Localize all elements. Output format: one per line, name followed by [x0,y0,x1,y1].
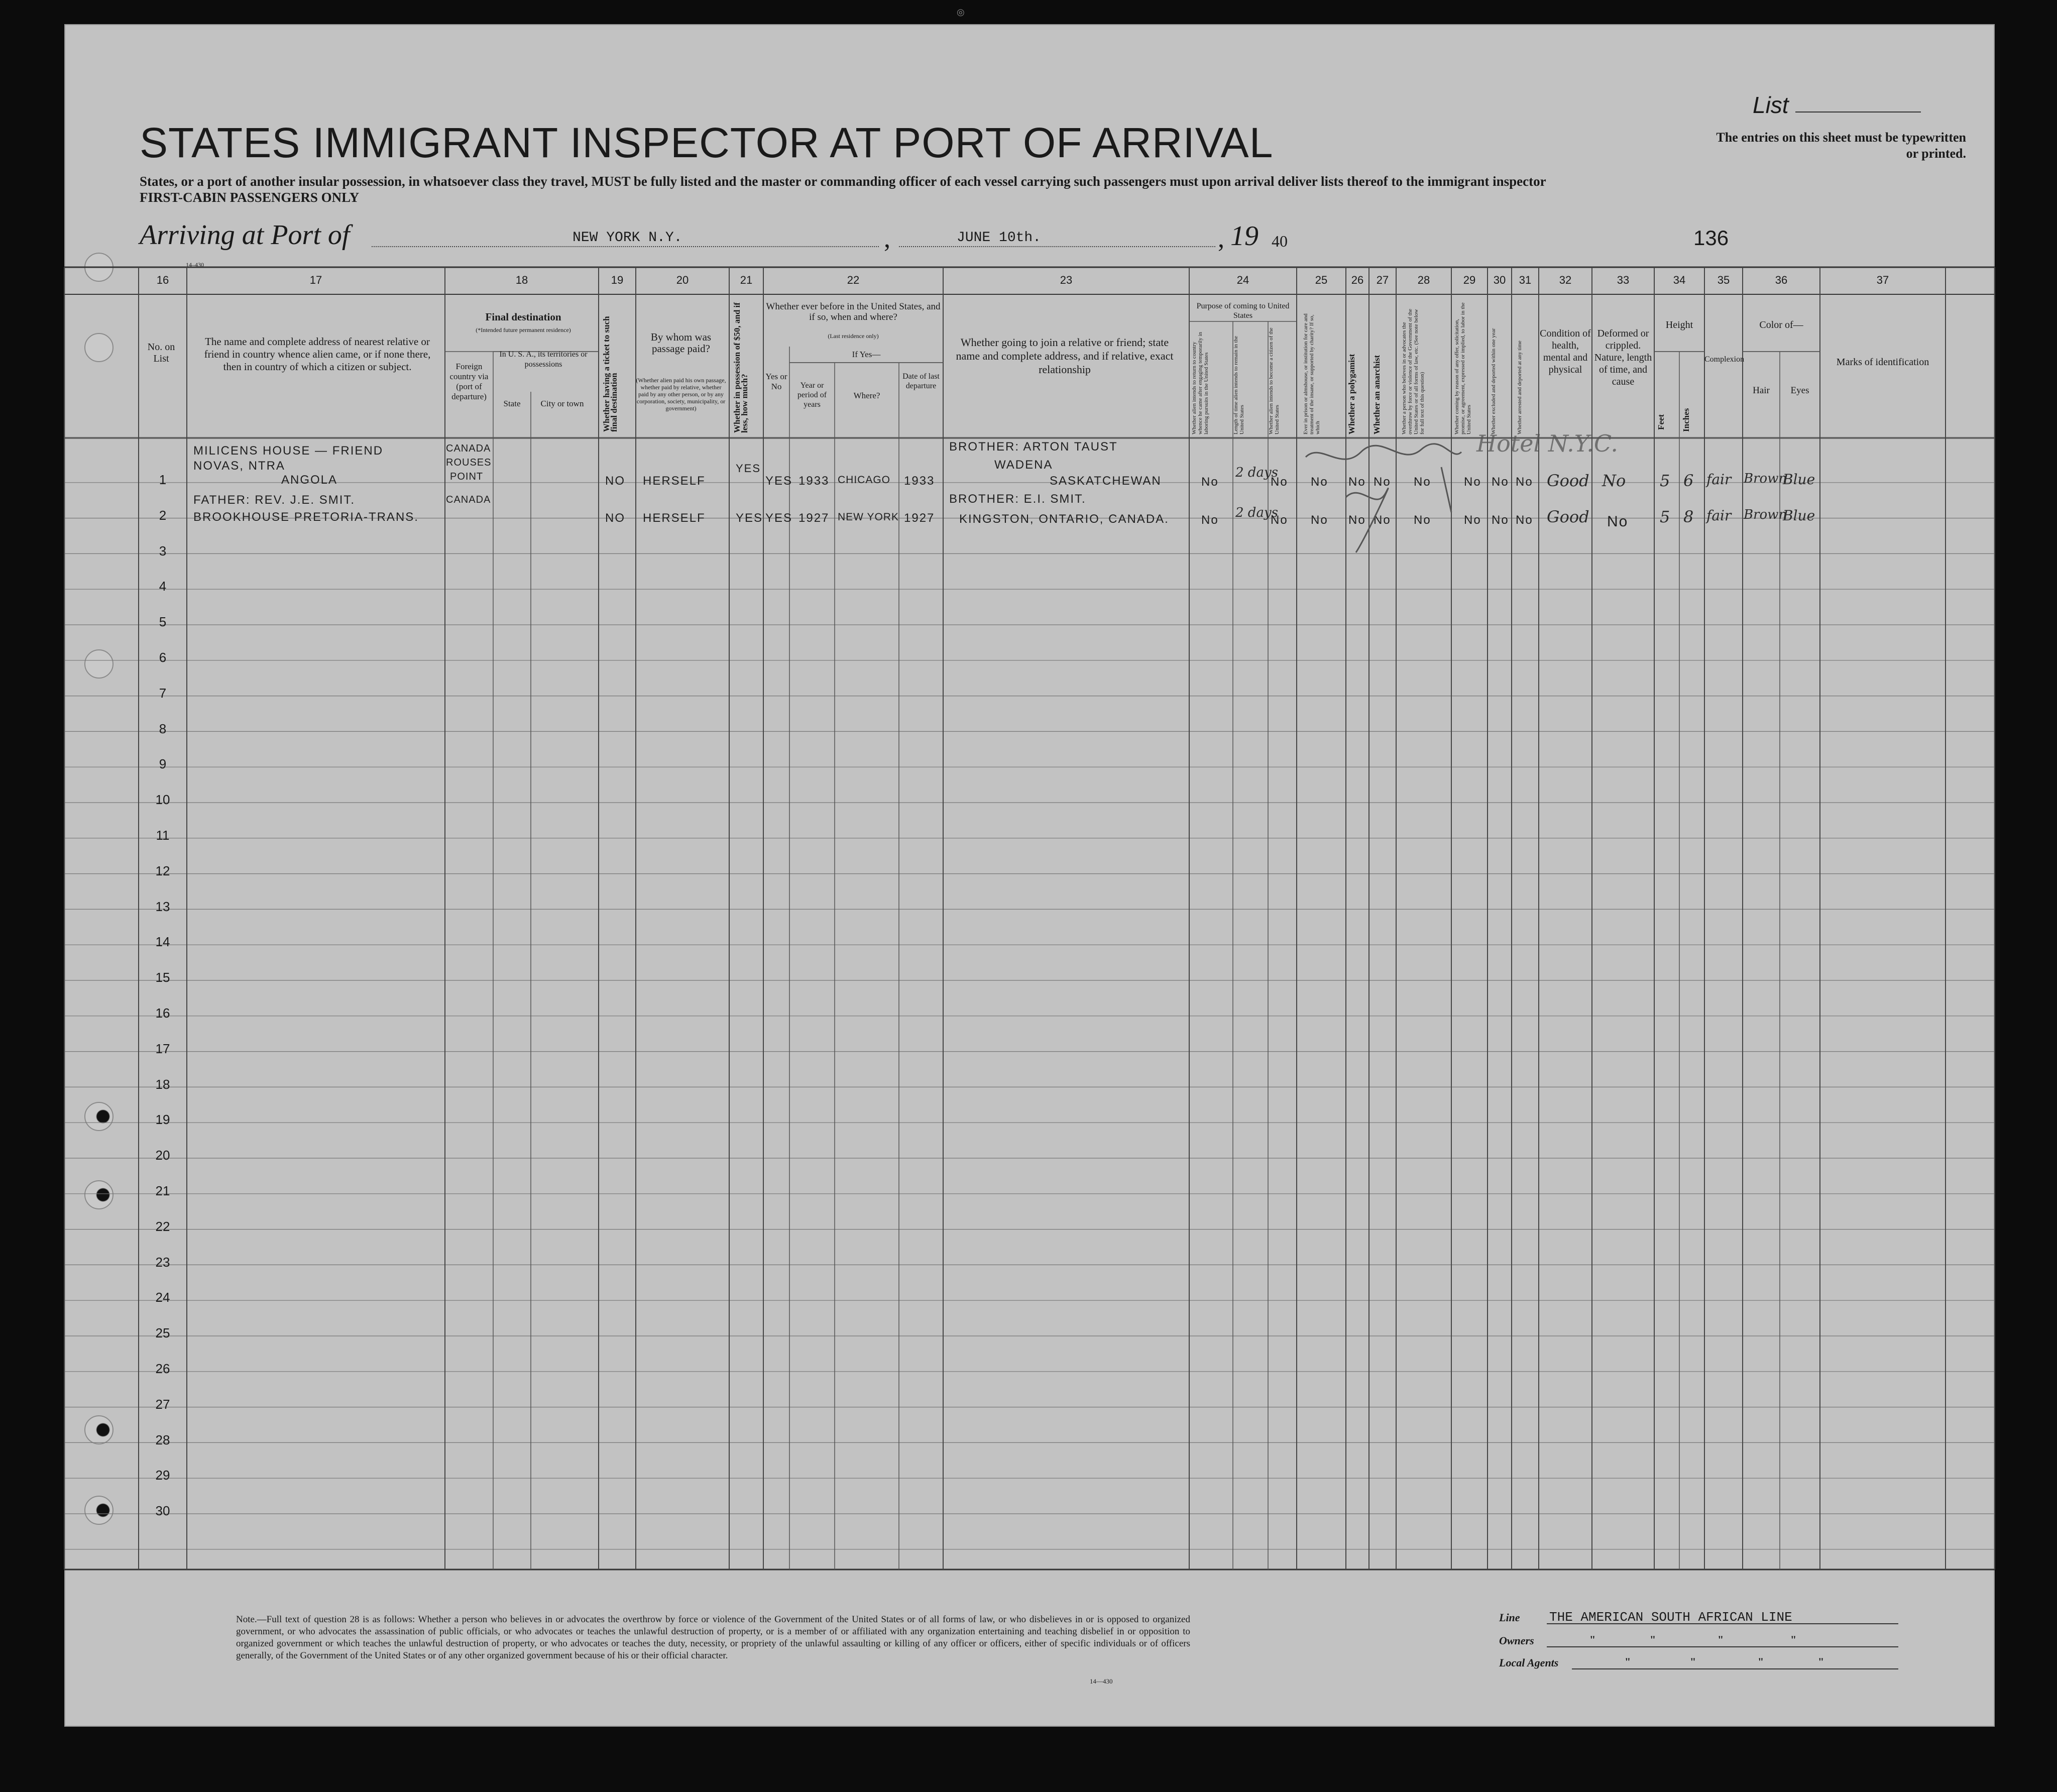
hdr-excluded: Whether excluded and deported within one year [1491,328,1497,434]
hdr-state: State [503,399,521,408]
row2-health: Good [1547,507,1589,526]
hdr-inches: Inches [1681,408,1691,432]
row1-year: 1933 [798,474,830,488]
row-number: 17 [155,1041,170,1056]
column-number: 25 [1315,274,1328,286]
hdr-join-relative: Whether going to join a relative or friend; state name and complete address, and if relative, exact relationship [956,336,1174,376]
row2-complexion: fair [1706,507,1732,524]
column-number: 18 [515,274,528,286]
row2-departure: 1927 [904,511,935,525]
year-suffix: 40 [1272,232,1288,250]
row2-length: 2 days [1235,505,1278,520]
row1-foreign-line1: CANADA [446,443,491,454]
row2-prison: No [1311,513,1328,527]
column-number: 34 [1673,274,1686,286]
row2-ticket: NO [605,511,625,525]
footnote-question-28: Note.—Full text of question 28 is as follows: Whether a person who believes in or advocates the overthrow by force or violence of the Government of the United States or of all forms of law, or who disbelieves in or is opposed to organized government, or who advocates the assassination of public officials, or who advocates or teaches the unlawful destruction of property, or is a member of or affiliated with any organization entertaining and teaching disbelief in or opposition to organized government or which teaches the unlawful destruction of property, or who advocates or teaches the duty, necessity, or propriety of the unlawful assaulting or killing of any officer or officers, either of specific individuals or of officers generally, of the Government of the United States or of any other organized government because of his or their official character. [236,1614,1190,1661]
column-number: 16 [156,274,169,286]
row-number: 1 [159,472,167,487]
hdr-length: Length of time alien intends to remain in the United States [1233,335,1245,434]
column-number: 26 [1351,274,1364,286]
hdr-deformed: Deformed or crippled. Nature, length of time, and cause [1594,328,1652,387]
hdr-paid-by: By whom was passage paid? [650,331,712,355]
column-number: 30 [1493,274,1506,286]
row1-join-line2: WADENA [994,458,1053,472]
row2-join-line1: BROTHER: E.I. SMIT. [949,492,1086,506]
hdr-year: Year or period of years [797,381,827,409]
row1-where: CHICAGO [838,474,891,486]
row-number: 27 [155,1396,170,1412]
line-label: Line [1499,1611,1520,1624]
row-number: 13 [155,899,170,914]
list-label: List [1753,92,1789,118]
ditto-mark: " [1818,1655,1824,1668]
hdr-offer: Whether coming by reason of any offer, solicitation, promise, or agreement, expressed or implied, to labor in the United States [1454,302,1472,434]
hdr-list-number: No. on List [147,342,175,364]
row-number: 26 [155,1361,170,1376]
sheet-number: 136 [1693,226,1729,250]
hdr-hair: Hair [1753,385,1770,396]
row2-year: 1927 [798,511,830,525]
row1-has-50: YES [736,462,761,475]
form-code: 14–430 [186,261,204,268]
year-prefix: 19 [1230,220,1259,252]
hdr-citizen: Whether alien intends to become a citizen of the United States [1268,327,1280,434]
row-number: 21 [155,1183,170,1198]
row-number: 9 [159,756,167,772]
column-number: 19 [611,274,624,286]
row2-citizen: No [1271,513,1288,527]
column-number: 32 [1559,274,1572,286]
agents-underline [1572,1668,1898,1669]
row-number: 16 [155,1005,170,1021]
hdr-final-destination: Final destination [485,311,561,323]
hdr-color: Color of— [1759,319,1803,330]
row1-deported: No [1516,475,1533,489]
column-number: 17 [309,274,322,286]
column-number: 27 [1376,274,1389,286]
row-number: 5 [159,614,167,630]
ditto-mark: " [1589,1633,1596,1646]
hdr-deported: Whether arrested and deported at any time [1517,341,1523,434]
row1-eyes: Blue [1783,471,1815,488]
row2-relative-line2: BROOKHOUSE PRETORIA-TRANS. [193,510,419,524]
footer-form-code: 14—430 [1090,1677,1113,1685]
inspector-stamp: Hotel N.Y.C. [1476,430,1619,457]
column-number: 21 [740,274,753,286]
row1-foreign-line3: POINT [450,471,484,482]
column-number: 31 [1519,274,1532,286]
row-number: 29 [155,1468,170,1483]
hdr-if-yes: If Yes— [852,350,881,359]
row1-offer: No [1464,475,1481,489]
row1-relative-line2: NOVAS, NTRA [193,459,285,473]
row-number: 19 [155,1112,170,1128]
row-number: 6 [159,650,167,665]
row2-excluded: No [1492,513,1509,527]
typewritten-note: The entries on this sheet must be typewritten or printed. [1716,130,1966,161]
row1-complexion: fair [1706,471,1732,488]
row2-polygamist: No [1348,513,1366,527]
hdr-marks: Marks of identification [1836,357,1929,368]
row1-join-line3: SASKATCHEWAN [1050,474,1162,488]
row-number: 30 [155,1503,170,1519]
column-number: 24 [1236,274,1249,286]
column-number: 28 [1417,274,1430,286]
row2-return: No [1201,513,1219,527]
agents-label: Local Agents [1499,1656,1559,1669]
column-number: 37 [1876,274,1889,286]
row-number: 10 [155,792,170,808]
hdr-question-28: Whether a person who believes in or advocates the overthrow by force or violence of the Government of the United States or of all forms of law, etc. (See note below for full text of this question) [1401,308,1425,434]
row2-deformed: No [1607,513,1629,530]
hdr-where: Where? [853,391,880,400]
page-title: STATES IMMIGRANT INSPECTOR AT PORT OF ARRIVAL [140,119,1274,166]
row2-where: NEW YORK [838,511,899,523]
hdr-city: City or town [540,399,584,408]
row2-relative-line1: FATHER: REV. J.E. SMIT. [193,493,356,507]
row1-foreign-line2: ROUSES [446,457,492,468]
row-number: 8 [159,721,167,736]
comma: , [884,225,890,253]
row-number: 20 [155,1148,170,1163]
hdr-eyes: Eyes [1790,385,1809,396]
row1-departure: 1933 [904,474,935,488]
ditto-mark: " [1625,1655,1631,1668]
row-number: 24 [155,1290,170,1305]
row-number: 23 [155,1254,170,1270]
row1-relative-line3: ANGOLA [281,473,338,487]
shipping-line-value: THE AMERICAN SOUTH AFRICAN LINE [1549,1610,1792,1625]
row1-citizen: No [1271,475,1288,489]
row2-before: YES [765,511,793,525]
ditto-mark: " [1758,1655,1764,1668]
row1-relative-line1: MILICENS HOUSE — FRIEND [193,444,384,458]
row-number: 7 [159,685,167,701]
row-number: 25 [155,1325,170,1341]
row-number: 4 [159,579,167,594]
row1-before: YES [765,474,793,488]
hdr-ticket: Whether having a ticket to such final destination [602,316,619,432]
row1-inches: 6 [1683,471,1694,490]
row-number: 22 [155,1218,170,1234]
hdr-complexion: Complexion [1704,355,1745,364]
hdr-50-dollars: Whether in possession of $50, and if less, how much? [732,302,749,433]
arriving-label: Arriving at Port of [140,219,350,251]
row1-prison: No [1311,475,1328,489]
column-number: 36 [1775,274,1788,286]
row-number: 15 [155,970,170,985]
row-number: 11 [156,828,170,843]
column-number: 35 [1717,274,1730,286]
hdr-prison: Ever in prison or almshouse, or institution for care and treatment of the insane, or supported by charity? If so, which [1303,313,1321,434]
row1-join-line1: BROTHER: ARTON TAUST [949,440,1118,454]
hdr-usa: In U. S. A., its territories or possessions [499,350,588,369]
row2-inches: 8 [1683,507,1694,526]
row1-length: 2 days [1235,465,1278,480]
hdr-before-in-us: Whether ever before in the United States, and if so, when and where? [766,301,941,322]
ditto-mark: " [1690,1655,1696,1668]
row1-paid-by: HERSELF [643,474,706,488]
column-number: 22 [847,274,860,286]
row-number: 18 [155,1076,170,1092]
row1-polygamist: No [1348,475,1366,489]
row2-offer: No [1464,513,1481,527]
hdr-date-departure: Date of last departure [902,372,940,390]
ditto-mark: " [1790,1633,1797,1646]
ditto-mark: " [1718,1633,1724,1646]
hdr-return: Whether alien intends to return to country whence he came after engaging temporarily in laboring pursuits in the United States [1191,331,1209,434]
hdr-paid-note: (Whether alien paid his own passage, whether paid by relative, whether paid by any other person, or by any corporation, society, municipality, or government) [636,377,726,412]
row2-foreign-line1: CANADA [446,494,491,505]
column-number: 23 [1060,274,1073,286]
row-number: 2 [159,507,167,523]
subtitle-class: FIRST-CABIN PASSENGERS ONLY [140,190,360,205]
hdr-before-note: (Last residence only) [828,332,879,340]
row1-q28: No [1414,475,1431,489]
hdr-feet: Feet [1656,414,1666,430]
hdr-health: Condition of health, mental and physical [1540,328,1591,375]
hdr-purpose: Purpose of coming to United States [1196,302,1290,320]
row1-anarchist: No [1374,475,1391,489]
hdr-anarchist: Whether an anarchist [1372,355,1382,434]
row1-hair: Brown [1744,471,1787,486]
row-number: 3 [159,543,167,558]
hdr-relative: The name and complete address of nearest relative or friend in country whence alien came, or if none there, then in country of which a citizen or subject. [204,335,431,373]
owners-underline [1547,1646,1898,1647]
row2-join-line2: KINGSTON, ONTARIO, CANADA. [959,512,1169,526]
row2-has-50: YES [736,511,763,525]
row-number: 12 [155,863,170,878]
row1-ticket: NO [605,474,625,488]
column-number: 33 [1617,274,1630,286]
hdr-foreign-country: Foreign country via (port of departure) [449,362,489,401]
row2-deported: No [1516,513,1533,527]
inspector-scribble [1301,437,1466,557]
hdr-destination-note: (*Intended future permanent residence) [476,326,571,333]
row-number: 14 [155,934,170,950]
column-number: 29 [1463,274,1476,286]
row1-health: Good [1547,471,1589,490]
owners-label: Owners [1499,1634,1534,1647]
row1-feet: 5 [1660,471,1670,490]
top-punch-mark: ◎ [957,7,965,17]
row1-deformed: No [1602,471,1626,490]
hdr-polygamist: Whether a polygamist [1347,354,1356,434]
row2-q28: No [1414,513,1431,527]
row2-feet: 5 [1660,507,1670,526]
subtitle-instructions: States, or a port of another insular possession, in whatsoever class they travel, MUST be fully listed and the master or commanding officer of each vessel carrying such passengers must upon arrival deliver lists thereof to the immigrant inspector [140,174,1546,189]
row2-paid-by: HERSELF [643,511,706,525]
column-number: 20 [676,274,689,286]
row1-excluded: No [1492,475,1509,489]
date-value: JUNE 10th. [957,230,1042,246]
row2-eyes: Blue [1783,507,1815,524]
hdr-yes-no: Yes or No [765,372,787,391]
comma: , [1218,225,1224,253]
ditto-mark: " [1650,1633,1656,1646]
port-value: NEW YORK N.Y. [573,230,682,246]
hdr-height: Height [1665,319,1693,330]
row2-anarchist: No [1374,513,1391,527]
row2-hair: Brown [1744,507,1787,522]
row1-return: No [1201,475,1219,489]
row-number: 28 [155,1432,170,1447]
